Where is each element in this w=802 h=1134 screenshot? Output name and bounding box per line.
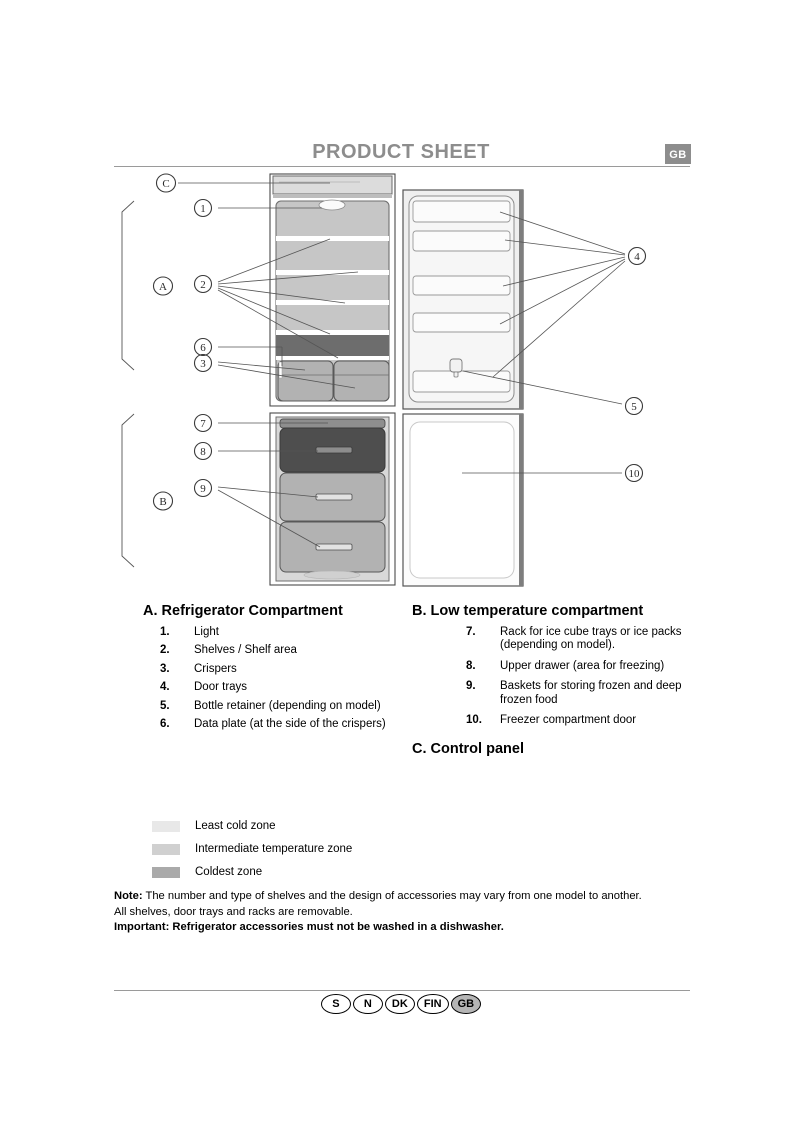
- legend-swatch-intermediate: [152, 844, 180, 855]
- list-item: [160, 644, 410, 657]
- legend-label: Intermediate temperature zone: [195, 843, 353, 855]
- svg-text:A: A: [159, 281, 167, 293]
- list-item: [160, 700, 410, 713]
- svg-text:10: 10: [628, 468, 640, 480]
- item-number: 5.: [160, 699, 170, 712]
- item-label: Data plate (at the side of the crispers): [194, 718, 386, 731]
- item-number: 3.: [160, 662, 170, 675]
- marker-10: [626, 465, 643, 482]
- marker-4: [629, 248, 646, 265]
- marker-c: [157, 174, 176, 192]
- note-text: The number and type of shelves and the design of accessories may vary from one model to another.: [142, 890, 642, 902]
- item-label: Door trays: [194, 681, 248, 694]
- marker-8: [195, 443, 212, 460]
- footer-divider: [114, 990, 690, 991]
- item-number: 7.: [466, 626, 476, 638]
- lang-pill-s[interactable]: S: [321, 994, 351, 1014]
- list-item: [160, 663, 410, 676]
- svg-text:3: 3: [200, 358, 206, 370]
- list-item: [160, 681, 410, 694]
- temperature-zone-legend: [152, 815, 352, 884]
- legend-label: Least cold zone: [195, 820, 276, 832]
- marker-1: [195, 200, 212, 217]
- svg-text:C: C: [162, 178, 170, 190]
- svg-text:1: 1: [200, 203, 206, 215]
- marker-3: [195, 355, 212, 372]
- svg-text:6: 6: [200, 342, 206, 354]
- marker-2: [195, 276, 212, 293]
- item-label: Rack for ice cube trays or ice packs (depending on model).: [500, 626, 682, 652]
- item-number: 4.: [160, 681, 170, 694]
- section-b-item-list: [466, 626, 691, 734]
- marker-6: [195, 339, 212, 356]
- list-item: [160, 718, 410, 731]
- item-number: 2.: [160, 644, 170, 657]
- list-item: [466, 714, 691, 727]
- list-item: [466, 626, 691, 653]
- item-label: Upper drawer (area for freezing): [500, 659, 665, 672]
- marker-9: [195, 480, 212, 497]
- svg-text:5: 5: [631, 401, 637, 413]
- marker-a: [154, 277, 173, 295]
- important-note: Important: Refrigerator accessories must not be washed in a dishwasher.: [114, 921, 504, 934]
- section-a-heading: A. Refrigerator Compartment: [143, 603, 343, 619]
- section-b-heading: B. Low temperature compartment: [412, 603, 644, 619]
- page-title: PRODUCT SHEET: [312, 141, 490, 163]
- legend-swatch-least-cold: [152, 821, 180, 832]
- marker-b: [154, 492, 173, 510]
- note-block: [114, 889, 694, 936]
- svg-text:8: 8: [200, 446, 206, 458]
- item-number: 8.: [466, 659, 476, 672]
- legend-swatch-coldest: [152, 867, 180, 878]
- item-number: 10.: [466, 714, 482, 727]
- appliance-diagram: [0, 166, 802, 596]
- note-line-2: All shelves, door trays and racks are removable.: [114, 905, 353, 918]
- svg-text:4: 4: [634, 251, 640, 263]
- item-label: Shelves / Shelf area: [194, 644, 297, 657]
- list-item: [160, 626, 410, 639]
- svg-text:7: 7: [200, 418, 206, 430]
- marker-7: [195, 415, 212, 432]
- item-label: Baskets for storing frozen and deep frozen food: [500, 680, 682, 706]
- legend-row: [152, 815, 352, 837]
- section-c-heading: C. Control panel: [412, 741, 524, 757]
- lang-pill-dk[interactable]: DK: [385, 994, 415, 1014]
- item-label: Bottle retainer (depending on model): [194, 699, 381, 712]
- legend-label: Coldest zone: [195, 866, 263, 878]
- note-line-1: [114, 889, 694, 905]
- svg-text:2: 2: [200, 279, 206, 291]
- svg-text:9: 9: [200, 483, 206, 495]
- item-label: Freezer compartment door: [500, 714, 637, 727]
- lang-pill-fin[interactable]: FIN: [417, 994, 449, 1014]
- language-selector-bar: [0, 994, 802, 1014]
- item-number: 9.: [466, 680, 476, 693]
- item-number: 6.: [160, 718, 170, 731]
- language-tag-badge: GB: [665, 144, 691, 164]
- marker-5: [626, 398, 643, 415]
- item-label: Crispers: [194, 662, 237, 675]
- item-number: 1.: [160, 626, 170, 638]
- svg-text:B: B: [159, 496, 167, 508]
- legend-row: [152, 838, 352, 860]
- item-label: Light: [194, 626, 219, 638]
- section-a-item-list: [160, 626, 410, 736]
- note-label: Note:: [114, 890, 143, 902]
- list-item: [466, 660, 691, 673]
- lang-pill-n[interactable]: N: [353, 994, 383, 1014]
- legend-row: [152, 861, 352, 883]
- lang-pill-gb[interactable]: GB: [451, 994, 482, 1014]
- list-item: [466, 680, 691, 707]
